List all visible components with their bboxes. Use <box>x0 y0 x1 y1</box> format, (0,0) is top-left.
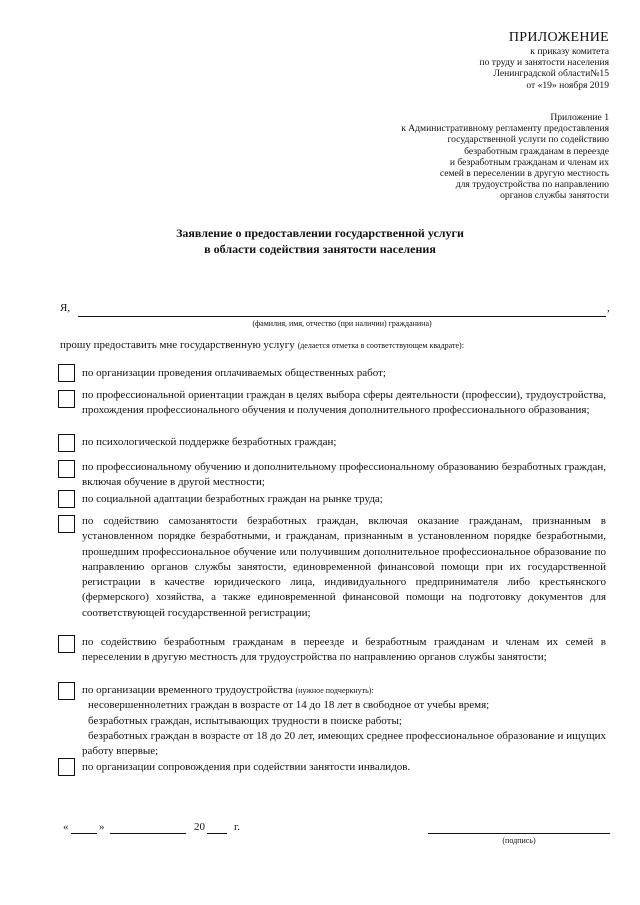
date-day-field[interactable] <box>71 833 97 834</box>
temporary-employment-item[interactable]: несовершеннолетних граждан в возрасте от 14 до 18 лет в свободное от учебы время; <box>88 699 490 712</box>
option-disabled-support: по организации сопровождения при содействии занятости инвалидов. <box>82 761 411 773</box>
applicant-prefix: Я, <box>60 302 71 314</box>
request-note: (делается отметка в соответствующем квадрате): <box>297 341 464 350</box>
date-year-prefix: 20 <box>194 821 205 833</box>
temporary-employment-item[interactable]: безработных граждан, испытывающих трудности в поиске работы; <box>88 714 402 727</box>
option-paid-public-works: по организации проведения оплачиваемых общественных работ; <box>82 367 386 379</box>
option-checkbox-career-guidance[interactable] <box>58 390 75 408</box>
option-career-guidance: по профессиональной ориентации граждан в целях выбора сферы деятельности (профессии), трудоустройства, прохождения профессионального обучения и получения дополнительного профессионального образования; <box>82 389 606 417</box>
appendix1-line: и безработным гражданам и членам их <box>449 156 609 168</box>
temporary-employment-label: по организации временного трудоустройства <box>82 684 296 696</box>
option-checkbox-disabled-support[interactable] <box>58 758 75 776</box>
appendix1-line: безработным гражданам в переезде <box>464 145 609 157</box>
date-year-field[interactable] <box>207 833 227 834</box>
option-vocational-training: по профессиональному обучению и дополнительному профессиональному образованию безработных граждан, включая обучение в другой местности; <box>82 461 606 489</box>
appendix-title: ПРИЛОЖЕНИЕ <box>508 30 609 45</box>
appendix1-line: государственной услуги по содействию <box>447 134 609 146</box>
appendix-line: от «19» ноября 2019 <box>526 79 609 91</box>
option-checkbox-relocation[interactable] <box>58 635 75 653</box>
option-checkbox-paid-public-works[interactable] <box>58 364 75 382</box>
appendix-line: к приказу комитета <box>530 46 609 57</box>
appendix1-line: для трудоустройства по направлению <box>455 179 609 191</box>
applicant-name-field[interactable] <box>78 316 606 317</box>
appendix1-line: семей в переселении в другую местность <box>439 168 609 180</box>
appendix-block <box>479 30 609 91</box>
option-temporary-employment <box>82 683 606 759</box>
temporary-employment-item[interactable]: безработных граждан в возрасте от 18 до 20 лет, имеющих среднее профессиональное образование и ищущих работу впервые; <box>82 729 606 758</box>
option-self-employment: по содействию самозанятости безработных граждан, включая оказание гражданам, признанным в установленном порядке безработными, и гражданам, признанным в установленном порядке безработными, прошедшим профессиональное обучение или получившим дополнительное профессиональное образование по направлению органов службы занятости, единовременной финансовой помощи при их государственной регистрации в качестве юридического лица, индивидуального предпринимателя либо крестьянского (фермерского) хозяйства, а также единовременной финансовой помощи на подготовку документов для соответствующей государственной регистрации; <box>82 515 606 619</box>
signature-field[interactable] <box>428 833 610 834</box>
request-text: прошу предоставить мне государственную услугу <box>60 339 298 351</box>
appendix1-line: органов службы занятости <box>500 190 609 202</box>
heading-line-1: Заявление о предоставлении государственной услуги <box>176 226 464 240</box>
date-year-suffix: г. <box>234 821 241 833</box>
signature-caption: (подпись) <box>502 836 536 845</box>
option-checkbox-social-adaptation[interactable] <box>58 490 75 508</box>
option-psychological-support: по психологической поддержке безработных граждан; <box>82 436 337 448</box>
heading-line-2: в области содействия занятости населения <box>204 242 436 256</box>
option-social-adaptation: по социальной адаптации безработных граждан на рынке труда; <box>82 493 383 505</box>
date-open-quote: « <box>63 821 69 833</box>
applicant-suffix: , <box>607 302 610 314</box>
appendix-line: Ленинградской области№15 <box>493 68 609 80</box>
option-relocation: по содействию безработным гражданам в переезде и безработным гражданам и членам их семей в переселении в другую местность для трудоустройства по направлению органов службы занятости; <box>82 636 606 664</box>
appendix1-line: Приложение 1 <box>550 112 609 123</box>
request-line <box>60 338 464 353</box>
temporary-employment-note: (нужное подчеркнуть): <box>295 686 374 695</box>
date-close-quote: » <box>99 821 105 833</box>
option-checkbox-vocational-training[interactable] <box>58 460 75 478</box>
applicant-caption: (фамилия, имя, отчество (при наличии) гражданина) <box>252 319 432 328</box>
option-checkbox-self-employment[interactable] <box>58 515 75 533</box>
option-checkbox-psychological-support[interactable] <box>58 434 75 452</box>
appendix-line: по труду и занятости населения <box>479 57 609 69</box>
option-checkbox-temporary-employment[interactable] <box>58 682 75 700</box>
date-month-field[interactable] <box>110 833 186 834</box>
appendix1-block <box>401 112 609 202</box>
appendix1-line: к Административному регламенту предоставления <box>401 123 609 135</box>
document-heading <box>0 225 640 257</box>
